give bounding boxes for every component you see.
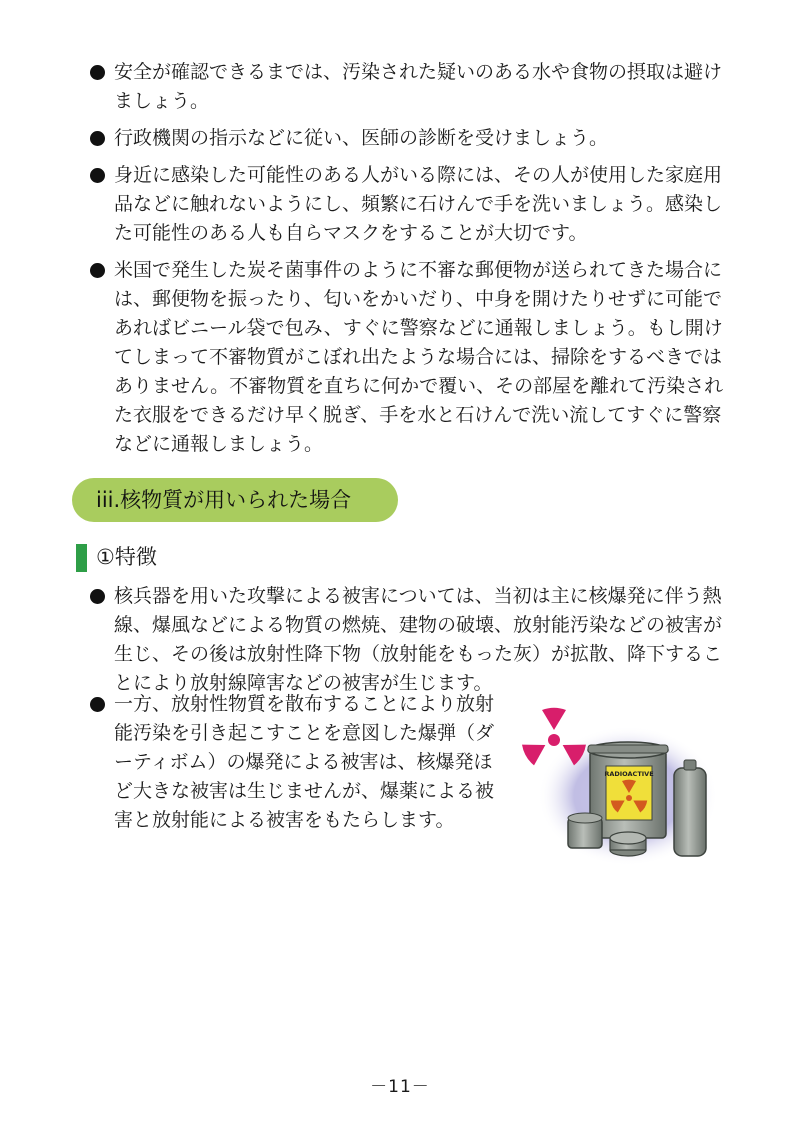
- top-bullet-list: [90, 58, 736, 467]
- bullet-text: 米国で発生した炭そ菌事件のように不審な郵便物が送られてきた場合には、郵便物を振ったり、匂いをかいだり、中身を開けたりせずに可能であればビニール袋で包み、すぐに警察などに通報しましょう。もし開けてしまって不審物質がこぼれ出たような場合には、掃除をするべきではありません。不審物質を直ちに何かで覆い、その部屋を離れて汚染された衣服をできるだけ早く脱ぎ、手を水と石けんで洗い流してすぐに警察などに通報しましょう。: [114, 259, 724, 455]
- bullet-text: 行政機関の指示などに従い、医師の診断を受けましょう。: [114, 127, 609, 149]
- subsection-title: ①特徴: [96, 545, 157, 569]
- bullet-text: 身近に感染した可能性のある人がいる際には、その人が使用した家庭用品などに触れないようにし、頻繁に石けんで手を洗いましょう。感染した可能性のある人も自らマスクをすることが大切です。: [114, 164, 723, 244]
- feature-bullet-list-2: [90, 690, 500, 835]
- bullet-dot-icon: [90, 589, 105, 604]
- bullet-text: 安全が確認できるまでは、汚染された疑いのある水や食物の摂取は避けましょう。: [114, 61, 723, 112]
- list-item: [90, 256, 736, 459]
- feature-bullet-list: [90, 582, 736, 698]
- list-item: [90, 690, 500, 835]
- list-item: [90, 161, 736, 248]
- bullet-dot-icon: [90, 263, 105, 278]
- bullet-dot-icon: [90, 131, 105, 146]
- jar-icon: [568, 813, 602, 848]
- bullet-dot-icon: [90, 168, 105, 183]
- section-heading: iii.核物質が用いられた場合: [72, 478, 398, 522]
- list-item: [90, 124, 736, 153]
- bullet-text: 一方、放射性物質を散布することにより放射能汚染を引き起こすことを意図した爆弾（ダーティボム）の爆発による被害は、核爆発ほど大きな被害は生じませんが、爆薬による被害と放射能による被害をもたらします。: [114, 693, 495, 831]
- bullet-dot-icon: [90, 65, 105, 80]
- bullet-dot-icon: [90, 697, 105, 712]
- radioactive-materials-illustration: [516, 700, 716, 865]
- bullet-text: 核兵器を用いた攻撃による被害については、当初は主に核爆発に伴う熱線、爆風などによる物質の燃焼、建物の破壊、放射能汚染などの被害が生じ、その後は放射性降下物（放射能をもった灰）が拡散、降下することにより放射線障害などの被害が生じます。: [114, 585, 723, 694]
- page-number: －11－: [370, 1077, 430, 1097]
- list-item: [90, 582, 736, 698]
- heading-bar-icon: [76, 544, 87, 572]
- cap-icon: [610, 832, 646, 856]
- list-item: [90, 58, 736, 116]
- barrel-label: RADIOACTIVE: [604, 770, 654, 778]
- canister-icon: [674, 760, 706, 856]
